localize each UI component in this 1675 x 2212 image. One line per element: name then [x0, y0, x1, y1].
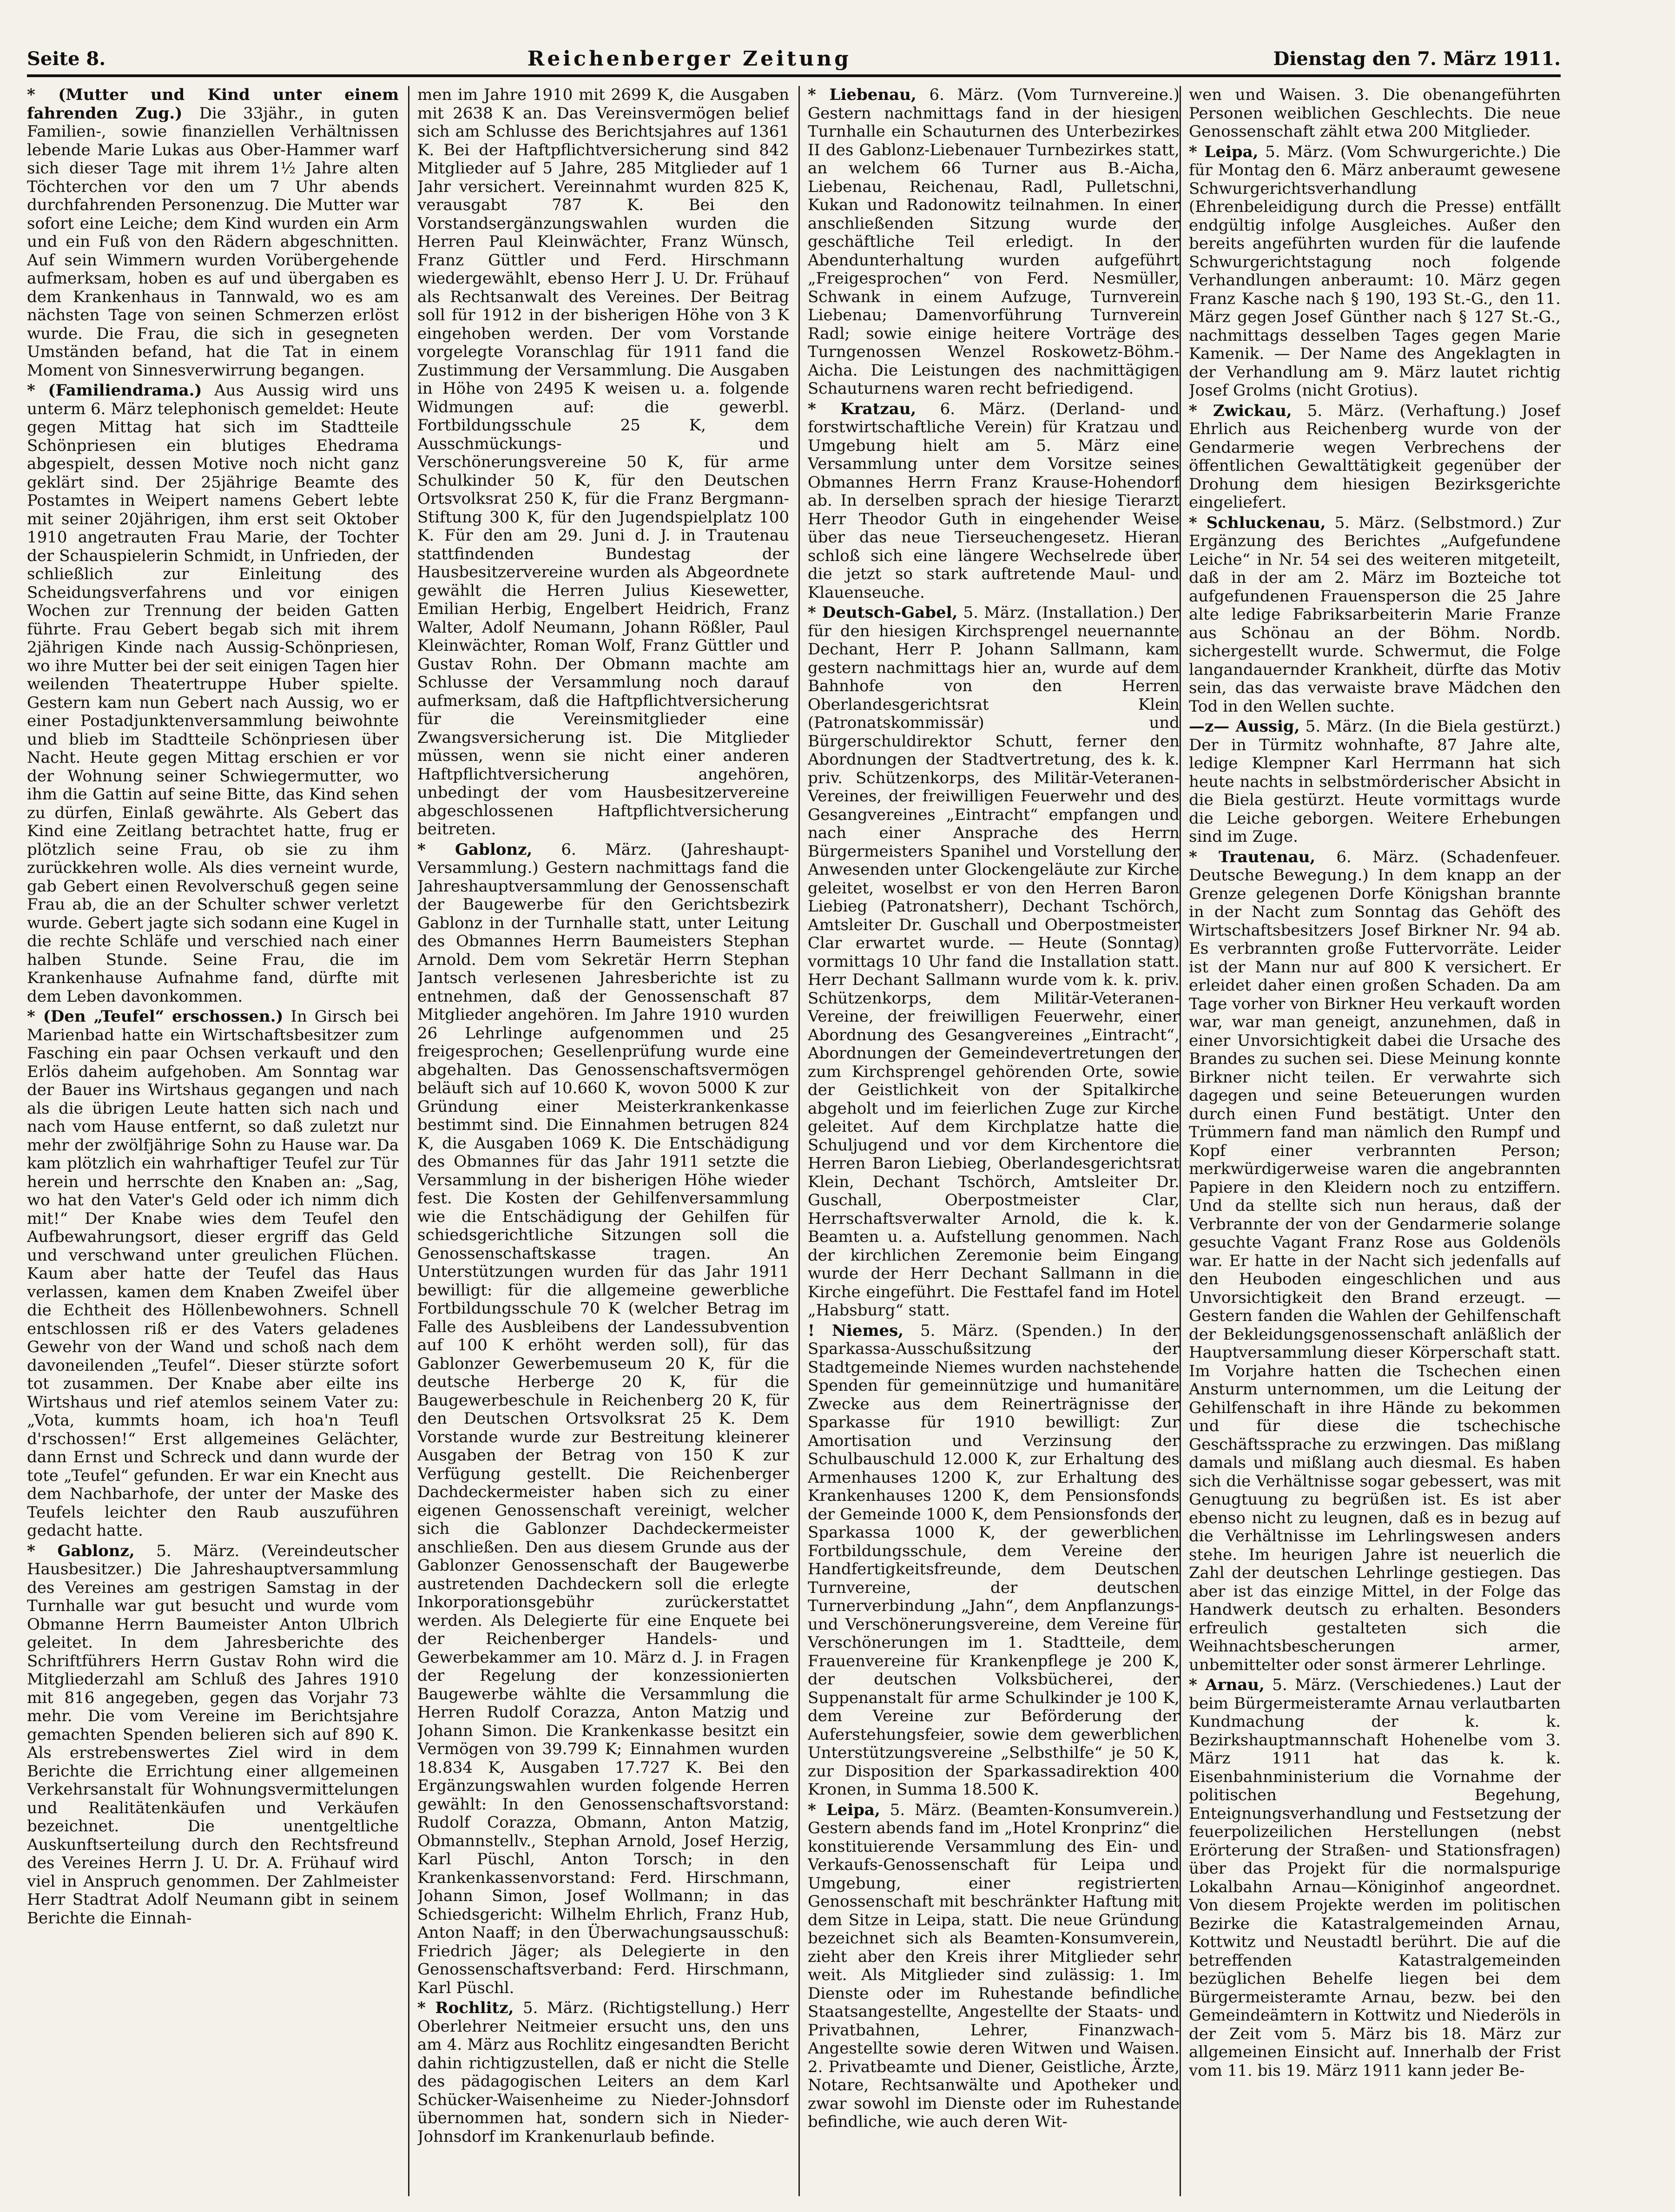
column-3 [808, 86, 1180, 2196]
news-item [27, 382, 399, 1006]
news-item [417, 841, 789, 1998]
news-item [1189, 514, 1561, 716]
news-item [1189, 718, 1561, 846]
news-item-heading: * Zwickau, [1189, 401, 1292, 420]
news-item-heading: * (Familiendrama.) [27, 381, 202, 400]
news-item-text: 5. März. (Selbstmord.) Zur Ergänzung des Berichtes „Aufgefundene Leiche“ in Nr. 54 sei des weiteren mitgeteilt, daß in der am 2. März im Bozteiche tot aufgefundenen Frauensperson die 25 Jahre alte ledige Fabriksarbeiterin Marie Franze aus Schönau an der Böhm. Nordb. sichergestellt wurde. Schwermut, die Folge langandauernder Krankheit, dürfte das Motiv sein, das das verwaiste brave Mädchen den Tod in den Wellen suchte. [1189, 513, 1561, 716]
news-item-text: 5. März. (Verschiedenes.) Laut der beim Bürgermeisteramte Arnau verlautbarten Kundmachung der k. k. Bezirkshauptmannschaft Hohenelbe vom 3. März 1911 hat das k. k. Eisenbahnministerium die Vornahme der politischen Begehung, Enteignungsverhandlung und Festsetzung der feuerpolizeilichen Herstellungen (nebst Erörterung der Straßen- und Stationsfragen) über das Projekt für die normalspurige Lokalbahn Arnau—Königinhof angeordnet. Von diesem Projekte werden im politischen Bezirke die Katastralgemeinden Arnau, Kottwitz und Neustadtl berührt. Die auf die betreffenden Katastralgemeinden bezüglichen Behelfe liegen bei dem Bürgermeisteramte Arnau, bezw. bei den Gemeindeämtern in Kottwitz und Niederöls in der Zeit vom 5. März bis 18. März zur allgemeinen Einsicht auf. Innerhalb der Frist vom 11. bis 19. März 1911 kann jeder Be- [1189, 1676, 1561, 2080]
issue-date: Dienstag den 7. März 1911. [1273, 48, 1561, 70]
column-2 [417, 86, 789, 2196]
news-item [1189, 143, 1561, 400]
news-item-text: 6. März. (Jahreshaupt-Versammlung.) Gestern nachmittags fand die Jahreshauptversammlung der Genossenschaft der Baugewerbe für den Gerichtsbezirk Gablonz in der Turnhalle statt, unter Leitung des Obmannes Herrn Baumeisters Stephan Arnold. Dem vom Sekretär Herrn Stephan Jantsch verlesenen Jahresberichte ist zu entnehmen, daß der Genossenschaft 87 Mitglieder angehören. Im Jahre 1910 wurden 26 Lehrlinge aufgenommen und 25 freigesprochen; Gesellenprüfung wurde eine abgehalten. Das Genossenschaftsvermögen beläuft sich auf 10.660 K, wovon 5000 K zur Gründung einer Meisterkrankenkasse bestimmt sind. Die Einnahmen betrugen 824 K, die Ausgaben 1069 K. Die Entschädigung des Obmannes für das Jahr 1911 setzte die Versammlung in der bisherigen Höhe wieder fest. Die Kosten der Gehilfenversammlung wie die Entschädigung der Gehilfen für schiedsgerichtliche Sitzungen soll die Genossenschaftskasse tragen. An Unterstützungen wurden für das Jahr 1911 bewilligt: für die allgemeine gewerbliche Fortbildungsschule 70 K (welcher Betrag im Falle des Ausbleibens der Landessubvention auf 100 K erhöht werden soll), für das Gablonzer Gewerbemuseum 20 K, für die deutsche Herberge 20 K, für die Baugewerbeschule in Reichenberg 20 K, für den Deutschen Ortsvolksrat 25 K. Dem Vorstande wurde zur Bestreitung kleinerer Ausgaben der Betrag von 150 K zur Verfügung gestellt. Die Reichenberger Dachdeckermeister haben sich zu einer eigenen Genossenschaft vereinigt, welcher sich die Gablonzer Dachdeckermeister anschließen. Den aus diesem Grunde aus der Gablonzer Genossenschaft der Baugewerbe austretenden Dachdeckern soll die erlegte Inkorporationsgebühr zurückerstattet werden. Als Delegierte für eine Enquete bei der Reichenberger Handels- und Gewerbekammer am 10. März d. J. in Fragen der Regelung der konzessionierten Baugewerbe wählte die Versammlung die Herren Rudolf Corazza, Anton Matzig und Johann Simon. Die Krankenkasse besitzt ein Vermögen von 39.799 K; Einnahmen wurden 18.834 K, Ausgaben 17.727 K. Bei den Ergänzungswahlen wurden folgende Herren gewählt: In den Genossenschaftsvorstand: Rudolf Corazza, Obmann, Anton Matzig, Obmannstellv., Stephan Arnold, Josef Herzig, Karl Püschl, Anton Torsch; in den Krankenkassenvorstand: Ferd. Hirschmann, Johann Simon, Josef Wollmann; in das Schiedsgericht: Wilhelm Ehrlich, Franz Hub, Anton Naaff; in den Überwachungsausschuß: Friedrich Jäger; als Delegierte in den Genossenschaftsverband: Ferd. Hirschmann, Karl Püschl. [417, 840, 789, 1997]
news-item-heading: * (Mutter und Kind unter einem fahrenden Zug.) [27, 86, 399, 123]
news-item-heading: * Gablonz, [417, 840, 533, 859]
news-item [27, 86, 399, 380]
column-1 [27, 86, 399, 2196]
news-item-text: 5. März. (Installation.) Der für den hiesigen Kirchsprengel neuernannte Dechant, Herr P. Johann Sallmann, kam gestern nachmittags hier an, wurde auf dem Bahnhofe von den Herren Oberlandesgerichtsrat Klein (Patronatskommissär) und Bürgerschuldirektor Schutt, ferner den Abordnungen der Stadtvertretung, des k. k. priv. Schützenkorps, des Militär-Veteranen-Vereines, der freiwilligen Feuerwehr und des Gesangvereines „Eintracht“ empfangen und nach einer Ansprache des Herrn Bürgermeisters Spanihel und Vorstellung der Anwesenden unter Glockengeläute zur Kirche geleitet, woselbst er von den Herren Baron Liebieg (Patronatsherr), Dechant Tschörch, Amtsleiter Dr. Guschall und Oberpostmeister Clar erwartet wurde. — Heute (Sonntag) vormittags 10 Uhr fand die Installation statt. Herr Dechant Sallmann wurde vom k. k. priv. Schützenkorps, dem Militär-Veteranen-Vereine, der freiwilligen Feuerwehr, einer Abordnung des Gesangvereines „Eintracht“, Abordnungen der Gemeindevertretungen der zum Kirchsprengel gehörenden Orte, sowie der Geistlichkeit von der Spitalkirche abgeholt und im feierlichen Zuge zur Kirche geleitet. Auf dem Kirchplatze hatte die Schuljugend und vor dem Kirchentore die Herren Baron Liebieg, Oberlandesgerichtsrat Klein, Dechant Tschörch, Amtsleiter Dr. Guschall, Oberpostmeister Clar, Herrschaftsverwalter Arnold, die k. k. Beamten u. a. Aufstellung genommen. Nach der kirchlichen Zeremonie beim Eingang wurde der Herr Dechant Sallmann in die Kirche eingeführt. Die Festtafel fand im Hotel „Habsburg“ statt. [808, 603, 1180, 1320]
news-item-text: men im Jahre 1910 mit 2699 K, die Ausgaben mit 2638 K an. Das Vereinsvermögen belief sich am Schlusse des Berichtsjahres auf 1361 K. Bei der Haftpflichtversicherung sind 842 Mitglieder auf 5 Jahre, 285 Mitglieder auf 1 Jahr versichert. Vereinnahmt wurden 825 K, verausgabt 787 K. Bei den Vorstandsergänzungswahlen wurden die Herren Paul Kleinwächter, Franz Wünsch, Franz Güttler und Ferd. Hirschmann wiedergewählt, ebenso Herr J. U. Dr. Frühauf als Rechtsanwalt des Vereines. Der Beitrag soll für 1912 in der bisherigen Höhe von 3 K eingehoben werden. Der vom Vorstande vorgelegte Voranschlag für 1911 fand die Zustimmung der Versammlung. Die Ausgaben in Höhe von 2495 K weisen u. a. folgende Widmungen auf: die gewerbl. Fortbildungsschule 25 K, dem Ausschmückungs- und Verschönerungsvereine 50 K, für arme Schulkinder 50 K, für den Deutschen Ortsvolksrat 250 K, für die Franz Bergmann-Stiftung 300 K, für den Jugendspielplatz 100 K. Für den am 29. Juni d. J. in Trautenau stattfindenden Bundestag der Hausbesitzervereine wurden als Abgeordnete gewählt die Herren Julius Kiesewetter, Emilian Herbig, Engelbert Heidrich, Franz Walter, Adolf Neumann, Johann Rößler, Paul Kleinwächter, Roman Wolf, Franz Güttler und Gustav Rohn. Der Obmann machte am Schlusse der Versammlung noch darauf aufmerksam, daß die Haftpflichtversicherung für die Vereinsmitglieder eine Zwangsversicherung ist. Die Mitglieder müssen, wenn sie nicht einer anderen Haftpflichtversicherung angehören, unbedingt der vom Hausbesitzervereine abgeschlossenen Haftpflichtversicherung beitreten. [417, 86, 789, 839]
page-number: Seite 8. [27, 48, 106, 70]
news-item-heading: * (Den „Teufel“ erschossen.) [27, 1007, 284, 1026]
news-item [417, 1999, 789, 2146]
column-divider [408, 86, 409, 2196]
news-item-heading: —z— Aussig, [1189, 717, 1300, 736]
news-item-heading: ! Niemes, [808, 1321, 904, 1340]
news-item-heading: * Kratzau, [808, 399, 917, 418]
news-item-heading: * Trautenau, [1189, 847, 1316, 866]
news-item-text: 6. März. (Schadenfeuer. Deutsche Bewegung.) In dem knapp an der Grenze gelegenen Dorfe Königshan brannte in der Nacht zum Sonntag das Gehöft des Wirtschaftsbesitzers Josef Birkner Nr. 94 ab. Es verbrannten große Futtervorräte. Leider ist der Mann nur auf 800 K versichert. Er erleidet daher einen großen Schaden. Da am Tage vorher von Birkner Heu verkauft worden war, war man geneigt, anzunehmen, daß in einer Unvorsichtigkeit dabei die Ursache des Brandes zu suchen sei. Diese Meinung konnte Birkner nicht teilen. Er verwahrte sich dagegen und seine Beteuerungen wurden durch einen Fund bestätigt. Unter den Trümmern fand man nämlich den Rumpf und Kopf einer verbrannten Person; merkwürdigerweise waren die angebrannten Papiere in den Kleidern noch zu entziffern. Und da stellte sich nun heraus, daß der Verbrannte der von der Gendarmerie solange gesuchte Vagant Franz Rose aus Goldenöls war. Er hatte in der Nacht sich jedenfalls auf den Heuboden eingeschlichen und aus Unvorsichtigkeit den Brand erzeugt. — Gestern fanden die Wahlen der Gehilfenschaft der Bekleidungsgenossenschaft anläßlich der Hauptversammlung dieser Körperschaft statt. Im Vorjahre hatten die Tschechen einen Ansturm unternommen, um die Leitung der Gehilfenschaft in ihre Hände zu bekommen und für diese die tschechische Geschäftssprache zu erzwingen. Das mißlang damals und mißlang auch diesmal. Es haben sich die Verhältnisse sogar gebessert, was mit Genugtuung zu begrüßen ist. Es ist aber ebenso nicht zu leugnen, daß es in bezug auf die Verhältnisse im Lehrlingswesen anders stehe. Im heurigen Jahre ist neuerlich die Zahl der deutschen Lehrlinge gestiegen. Das aber ist das einzige Mittel, in der Folge das Handwerk deutsch zu erhalten. Besonders erfreulich gestalteten sich die Weihnachtsbescherungen armer, unbemittelter oder sonst ärmerer Lehrlinge. [1189, 847, 1561, 1674]
news-item [808, 1322, 1180, 1799]
news-item-heading: * Liebenau, [808, 86, 917, 104]
news-item-text: 5. März. (In die Biela gestürzt.) Der in Türmitz wohnhafte, 87 Jahre alte, ledige Klempner Karl Herrmann hat sich heute nachts in selbstmörderischer Absicht in die Biela gestürzt. Heute vormittags wurde die Leiche geborgen. Weitere Erhebungen sind im Zuge. [1189, 717, 1561, 846]
news-item-text: Die 33jähr., in guten Familien-, sowie finanziellen Verhältnissen lebende Marie Lukas aus Ober-Hammer warf sich dieser Tage mit ihrem 1½ Jahre alten Töchterchen vor den um 7 Uhr abends durchfahrenden Personenzug. Die Mutter war sofort eine Leiche; dem Kind wurden ein Arm und ein Fuß von den Rädern abgeschnitten. Auf sein Wimmern wurden Vorübergehende aufmerksam, hoben es auf und übergaben es dem Krankenhaus in Tannwald, wo es am nächsten Tage von seinen Schmerzen erlöst wurde. Die Frau, die sich in gesegneten Umständen befand, hat die Tat in einem Moment von Sinnesverwirrung begangen. [27, 104, 399, 380]
newspaper-page [27, 19, 1561, 2199]
news-item-heading: * Rochlitz, [417, 1999, 514, 2017]
news-item-heading: * Gablonz, [27, 1541, 135, 1560]
masthead-title: Reichenberger Zeitung [527, 47, 851, 71]
news-item-text: 5. März. (Vom Schwurgerichte.) Die für Montag den 6. März anberaumt gewesene Schwurgerichtsverhandlung (Ehrenbeleidigung durch die Presse) entfällt endgültig infolge Ausgleiches. Außer den bereits angeführten wurden für die laufende Schwurgerichtstagung noch folgende Verhandlungen anberaumt: 10. März gegen Franz Kasche nach § 190, 193 St.-G., den 11. März gegen Josef Günther nach § 127 St.-G., nachmittags desselben Tages gegen Marie Kamenik. — Der Name des Angeklagten in der Verhandlung am 9. März lautet richtig Josef Grolms (nicht Grotius). [1189, 142, 1561, 400]
news-item [27, 1542, 399, 1928]
news-item [417, 86, 789, 839]
news-item [1189, 1676, 1561, 2080]
article-columns [27, 86, 1561, 2196]
news-item [808, 1801, 1180, 2132]
news-item-text: 6. März. (Derland- und forstwirtschaftliche Verein) für Kratzau und Umgebung hielt am 5. März eine Versammlung unter dem Vorsitze seines Obmannes Herrn Franz Krause-Hohendorf ab. In derselben sprach der hiesige Tierarzt Herr Theodor Guth in eingehender Weise über das neue Tierseuchengesetz. Hieran schloß sich eine längere Wechselrede über die jetzt so stark auftretende Maul- und Klauenseuche. [808, 399, 1180, 602]
news-item [27, 1008, 399, 1540]
news-item-heading: * Leipa, [808, 1800, 880, 1819]
news-item-text: 6. März. (Vom Turnvereine.) Gestern nachmittags fand in der hiesigen Turnhalle ein Schauturnen des Unterbezirkes II des Gablonz-Liebenauer Turnbezirkes statt, an welchem 66 Turner aus B.-Aicha, Liebenau, Reichenau, Radl, Pulletschni, Kukan und Radonowitz teilnahmen. In einer anschließenden Sitzung wurde der geschäftliche Teil erledigt. In der Abendunterhaltung wurden aufgeführt „Freigesprochen“ von Ferd. Nesmüller, Schwank in einem Aufzuge, Turnverein Liebenau; Damenvorführung Turnverein Radl; sowie einige heitere Vorträge des Turngenossen Wenzel Roskowetz-Böhm.-Aicha. Die Leistungen des nachmittägigen Schauturnens waren recht befriedigend. [808, 86, 1180, 398]
news-item-text: 5. März. (Spenden.) In der Sparkassa-Ausschußsitzung der Stadtgemeinde Niemes wurden nachstehende Spenden für gemeinnützige und humanitäre Zwecke aus dem Reinerträgnisse der Sparkasse für 1910 bewilligt: Zur Amortisation und Verzinsung der Schulbauschuld 12.000 K, zur Erhaltung des Armenhauses 1200 K, zur Erhaltung des Krankenhauses 1200 K, dem Pensionsfonds der Gemeinde 1000 K, dem Pensionsfonds der Sparkassa 1000 K, der gewerblichen Fortbildungsschule, dem Vereine der Handfertigkeitsfreunde, dem Deutschen Turnvereine, der deutschen Turnerverbindung „Jahn“, dem Anpflanzungs- und Verschönerungsvereine, dem Vereine für Verschönerungen im 1. Stadtteile, dem Frauenvereine für Krankenpflege je 200 K, der deutschen Volksbücherei, der Suppenanstalt für arme Schulkinder je 100 K, dem Vereine zur Beförderung der Auferstehungsfeier, sowie dem gewerblichen Unterstützungsvereine „Selbsthilfe“ je 50 K, zur Disposition der Sparkassadirektion 400 Kronen, in Summa 18.500 K. [808, 1321, 1180, 1799]
news-item-heading: * Leipa, [1189, 142, 1259, 161]
news-item [1189, 402, 1561, 512]
news-item-heading: * Arnau, [1189, 1676, 1265, 1694]
news-item-text: wen und Waisen. 3. Die obenangeführten Personen weiblichen Geschlechts. Die neue Genossenschaft zählt etwa 200 Mitglieder. [1189, 86, 1561, 141]
news-item [1189, 848, 1561, 1675]
news-item [808, 604, 1180, 1320]
news-item-text: 5. März. (Vereindeutscher Hausbesitzer.) Die Jahreshauptversammlung des Vereines am gestrigen Samstag in der Turnhalle war gut besucht und wurde vom Obmanne Herrn Baumeister Anton Ulbrich geleitet. In dem Jahresberichte des Schriftführers Herrn Gustav Rohn wird die Mitgliederzahl am Schluß des Jahres 1910 mit 816 angegeben, gegen das Vorjahr 73 mehr. Die vom Vereine im Berichtsjahre gemachten Spenden belieren sich auf 890 K. Als erstrebenswertes Ziel wird in dem Berichte die Errichtung einer allgemeinen Verkehrsanstalt für Wohnungsvermittelungen und Realitätenkäufen und Verkäufen bezeichnet. Die unentgeltliche Auskunftserteilung durch den Rechtsfreund des Vereines Herrn J. U. Dr. A. Frühauf wird viel in Anspruch genommen. Der Zahlmeister Herr Stadtrat Adolf Neumann gibt in seinem Berichte die Einnah- [27, 1541, 399, 1928]
news-item-text: Aus Aussig wird uns unterm 6. März telephonisch gemeldet: Heute gegen Mittag hat sich im Stadtteile Schönpriesen ein blutiges Ehedrama abgespielt, dessen Motive noch nicht ganz geklärt sind. Der 25jährige Beamte des Postamtes in Weipert namens Gebert lebte mit seiner 20jährigen, ihm erst seit Oktober 1910 angetrauten Frau Marie, der Tochter der Schauspielerin Schmidt, in Unfrieden, der schließlich zur Einleitung des Scheidungsverfahrens und vor einigen Wochen zur Trennung der beiden Gatten führte. Frau Gebert begab sich mit ihrem 2jährigen Kinde nach Aussig-Schönpriesen, wo ihre Mutter bei der seit einigen Tagen hier weilenden Theatertruppe Huber spielte. Gestern kam nun Gebert nach Aussig, wo er einer Postadjunktenversammlung beiwohnte und blieb im Stadtteile Schönpriesen über Nacht. Heute gegen Mittag erschien er vor der Wohnung seiner Schwiegermutter, wo ihm die Gattin auf seine Bitte, das Kind sehen zu dürfen, Einlaß gewährte. Als Gebert das Kind eine Zeitlang betrachtet hatte, frug er plötzlich seine Frau, ob sie zu ihm zurückkehren wolle. Als dies verneint wurde, gab Gebert einen Revolverschuß gegen seine Frau ab, die an der Schulter schwer verletzt wurde. Gebert jagte sich sodann eine Kugel in die rechte Schläfe und verschied nach einer halben Stunde. Seine Frau, die im Krankenhause Aufnahme fand, dürfte mit dem Leben davonkommen. [27, 381, 399, 1006]
column-divider [1180, 86, 1181, 2196]
news-item-text: In Girsch bei Marienbad hatte ein Wirtschaftsbesitzer zum Fasching ein paar Ochsen verkauft und den Erlös daheim aufgehoben. Am Sonntag war der Bauer ins Wirtshaus gegangen und nach als die übrigen Leute hatten sich nach und nach vom Hause entfernt, so daß zuletzt nur mehr der zwölfjährige Sohn zu Hause war. Da kam plötzlich ein wahrhaftiger Teufel zur Tür herein und herrschte den Knaben an: „Sag, wo hat den Vater's Geld oder ich nimm dich mit!“ Der Knabe wies dem Teufel den Aufbewahrungsort, dieser ergriff das Geld und verschwand unter greulichen Flüchen. Kaum aber hatte der Teufel das Haus verlassen, kamen dem Knaben Zweifel über die Echtheit des Höllenbewohners. Schnell entschlossen riß er des Vaters geladenes Gewehr von der Wand und schoß nach dem davoneilenden „Teufel“. Dieser stürzte sofort tot zusammen. Der Knabe aber eilte ins Wirtshaus und rief atemlos seinem Vater zu: „Vota, kummts hoam, ich hoa'n Teufl d'rschossen!“ Erst allgemeines Gelächter, dann Ernst und Schreck und dann wurde der tote „Teufel“ gefunden. Er war ein Knecht aus dem Nachbarhofe, der unter der Maske des Teufels leichter den Raub auszuführen gedacht hatte. [27, 1007, 399, 1540]
news-item-heading: * Deutsch-Gabel, [808, 603, 958, 622]
news-item-heading: * Schluckenau, [1189, 513, 1326, 532]
news-item-text: 5. März. (Verhaftung.) Josef Ehrlich aus Reichenberg wurde von der Gendarmerie wegen Verbrechens der öffentlichen Gewalttätigkeit gegenüber der Drohung dem hiesigen Bezirksgerichte eingeliefert. [1189, 401, 1561, 512]
news-item-text: 5. März. (Beamten-Konsumverein.) Gestern abends fand im „Hotel Kronprinz“ die konstituierende Versammlung des Ein- und Verkaufs-Genossenschaft für Leipa und Umgebung, einer registrierten Genossenschaft mit beschränkter Haftung mit dem Sitze in Leipa, statt. Die neue Gründung bezeichnet sich als Beamten-Konsumverein, zieht aber den Kreis ihrer Mitglieder sehr weit. Als Mitglieder sind zulässig: 1. Im Dienste oder im Ruhestande befindliche Staatsangestellte, Angestellte der Staats- und Privatbahnen, Lehrer, Finanzwach-Angestellte sowie deren Witwen und Waisen. 2. Privatbeamte und Diener, Geistliche, Ärzte, Notare, Rechtsanwälte und Apotheker und zwar sowohl im Dienste oder im Ruhestande befindliche, wie auch deren Wit- [808, 1800, 1180, 2131]
page-header [27, 19, 1561, 77]
news-item [808, 400, 1180, 602]
news-item-text: 5. März. (Richtigstellung.) Herr Oberlehrer Neitmeier ersucht uns, den uns am 4. März aus Rochlitz eingesandten Bericht dahin richtigzustellen, daß er nicht die Stelle des pädagogischen Leiters an dem Karl Schücker-Waisenheime zu Nieder-Johnsdorf übernommen hat, sondern sich in Nieder-Johnsdorf im Krankenurlaub befinde. [417, 1999, 789, 2146]
news-item [808, 86, 1180, 398]
news-item [1189, 86, 1561, 141]
column-divider [798, 86, 800, 2196]
column-4 [1189, 86, 1561, 2196]
